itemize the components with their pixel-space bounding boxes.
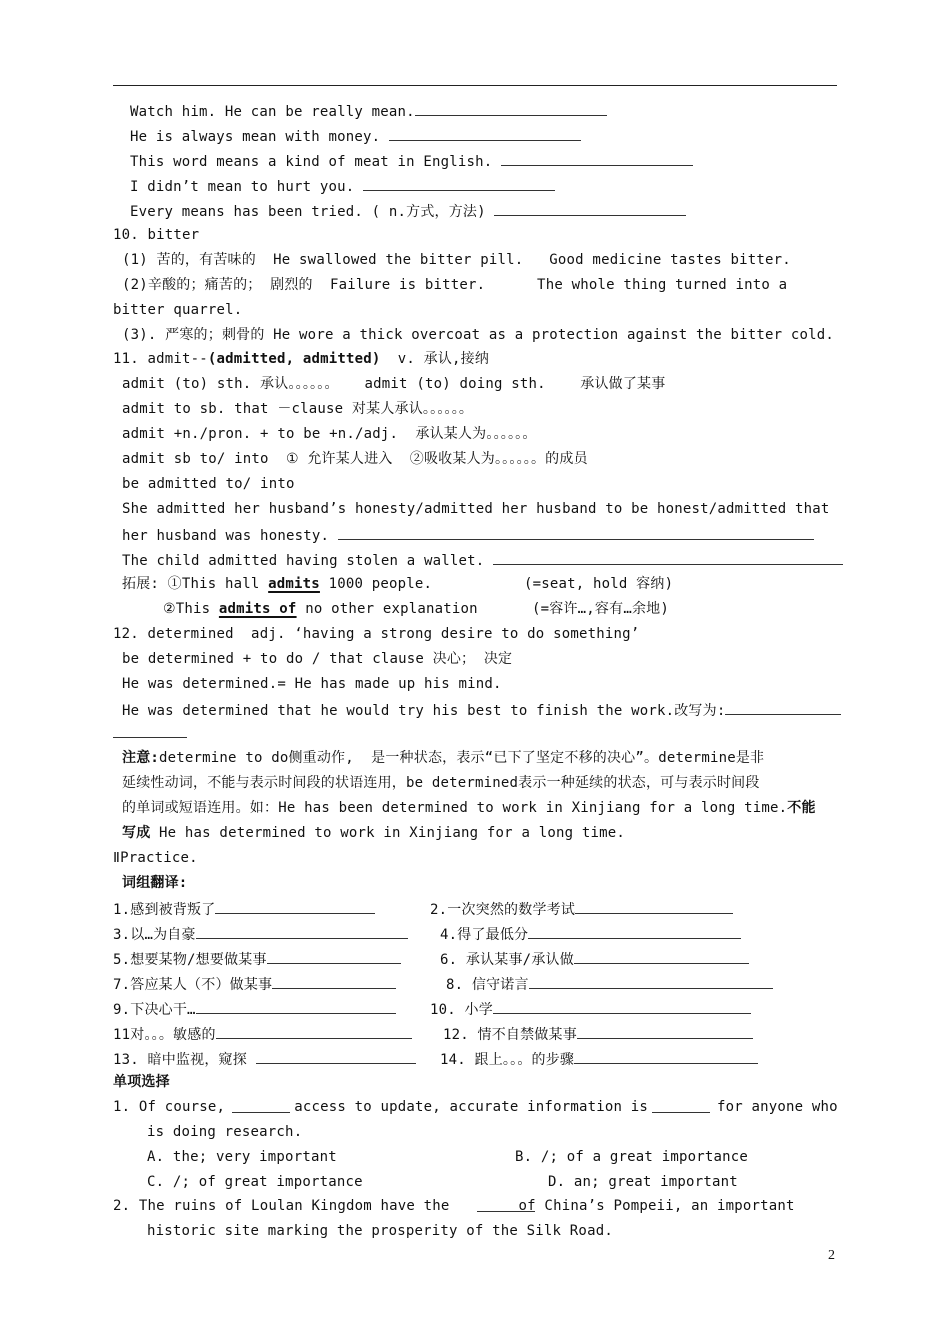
phrase-item-12: 12. 情不自禁做某事 — [443, 1024, 753, 1044]
admit-extension-1: 拓展: ①This hall admits 1000 people. — [122, 576, 433, 592]
bitter-sense-3: (3). 严寒的；刺骨的 He wore a thick overcoat as a protection against the bitter cold. — [122, 327, 835, 343]
phrase-item-14: 14. 跟上。。。的步骤 — [440, 1049, 758, 1069]
mean-sentence-4: I didn’t mean to hurt you. — [130, 176, 555, 196]
page-number: 2 — [828, 1248, 835, 1263]
phrase-item-13: 13. 暗中监视，窥探 — [113, 1049, 416, 1069]
mean-sentence-5: Every means has been tried. ( n.方式，方法) — [130, 201, 686, 221]
phrase-translation-heading: 词组翻译: — [122, 875, 188, 891]
admit-usage-3: admit +n./pron. + to be +n./adj. 承认某人为。。。。。。 — [122, 426, 537, 442]
admit-extension-1-note: (=seat, hold 容纳) — [524, 576, 674, 592]
determined-usage-2: He was determined.= He has made up his mind. — [122, 676, 502, 692]
question-2: 2. The ruins of Loulan Kingdom have the of China’s Pompeii, an important — [113, 1198, 795, 1214]
phrase-item-10: 10. 小学 — [430, 999, 751, 1019]
bitter-heading: 10. bitter — [113, 227, 200, 243]
mean-sentence-1: Watch him. He can be really mean. — [130, 101, 607, 121]
phrase-item-3: 3.以…为自豪 — [113, 924, 408, 944]
multiple-choice-heading: 单项选择 — [113, 1074, 170, 1090]
question-1-option-d: D. an; great important — [548, 1174, 738, 1190]
phrase-item-9: 9.下决心干… — [113, 999, 396, 1019]
determined-rewrite-task: He was determined that he would try his best to finish the work.改写为: — [122, 700, 841, 720]
question-2-cont: historic site marking the prosperity of the Silk Road. — [147, 1223, 613, 1239]
question-1-option-b: B. /; of a great importance — [515, 1149, 748, 1165]
admit-extension-2: ②This admits of no other explanation — [163, 601, 478, 617]
admit-example-1-cont: her husband was honesty. — [122, 525, 814, 545]
admit-example-1: She admitted her husband’s honesty/admitted her husband to be honest/admitted that — [122, 501, 830, 517]
phrase-item-6: 6. 承认某事/承认做 — [440, 949, 749, 969]
question-1-option-c: C. /; of great importance — [147, 1174, 363, 1190]
admit-usage-5: be admitted to/ into — [122, 476, 295, 492]
phrase-item-2: 2.一次突然的数学考试 — [430, 899, 733, 919]
phrase-item-8: 8. 信守诺言 — [446, 974, 773, 994]
determined-heading: 12. determined adj. ‘having a strong desire to do something’ — [113, 626, 640, 642]
bitter-sense-2: (2)辛酸的；痛苦的； 剧烈的 Failure is bitter. The whole thing turned into a — [122, 277, 788, 293]
determined-note-2: 延续性动词，不能与表示时间段的状语连用，be determined表示一种延续的状态，可与表示时间段 — [122, 775, 760, 791]
determined-note-4: 写成 He has determined to work in Xinjiang for a long time. — [122, 825, 625, 841]
question-2-blank — [477, 1197, 535, 1212]
question-1-blank-1 — [232, 1098, 290, 1113]
admit-example-2: The child admitted having stolen a wallet. — [122, 550, 843, 570]
mean-sentence-2: He is always mean with money. — [130, 126, 581, 146]
question-1-blank-2 — [652, 1098, 710, 1113]
admit-extension-2-note: (=容许…,容有…余地) — [532, 601, 669, 617]
phrase-item-5: 5.想要某物/想要做某事 — [113, 949, 401, 969]
phrase-item-11: 11对。。。敏感的 — [113, 1024, 412, 1044]
determined-rewrite-blank — [113, 723, 187, 743]
header-rule — [113, 85, 837, 86]
determined-note-1: 注意:determine to do侧重动作, 是一种状态，表示“已下了坚定不移的决心”。determine是非 — [122, 750, 765, 766]
phrase-item-7: 7.答应某人（不）做某事 — [113, 974, 396, 994]
bitter-sense-1: (1) 苦的，有苦味的 He swallowed the bitter pill. Good medicine tastes bitter. — [122, 252, 791, 268]
admit-usage-4: admit sb to/ into ① 允许某人进入 ②吸收某人为。。。。。。的成员 — [122, 451, 588, 467]
admit-usage-1: admit (to) sth. 承认。。。。。。 admit (to) doing sth. 承认做了某事 — [122, 376, 666, 392]
phrase-item-4: 4.得了最低分 — [440, 924, 741, 944]
question-1-option-a: A. the; very important — [147, 1149, 337, 1165]
bitter-sense-2-cont: bitter quarrel. — [113, 302, 243, 318]
practice-heading: ⅡPractice. — [113, 850, 198, 866]
question-1: 1. Of course, access to update, accurate information is for anyone who — [113, 1099, 838, 1115]
mean-sentence-3: This word means a kind of meat in English. — [130, 151, 693, 171]
question-1-cont: is doing research. — [147, 1124, 303, 1140]
determined-usage-1: be determined + to do / that clause 决心； 决定 — [122, 651, 513, 667]
phrase-item-1: 1.感到被背叛了 — [113, 899, 375, 919]
determined-note-3: 的单词或短语连用。如：He has been determined to work in Xinjiang for a long time.不能 — [122, 800, 816, 816]
admit-usage-2: admit to sb. that －clause 对某人承认。。。。。。 — [122, 401, 474, 417]
admit-heading: 11. admit--(admitted, admitted) v. 承认,接纳 — [113, 351, 490, 367]
